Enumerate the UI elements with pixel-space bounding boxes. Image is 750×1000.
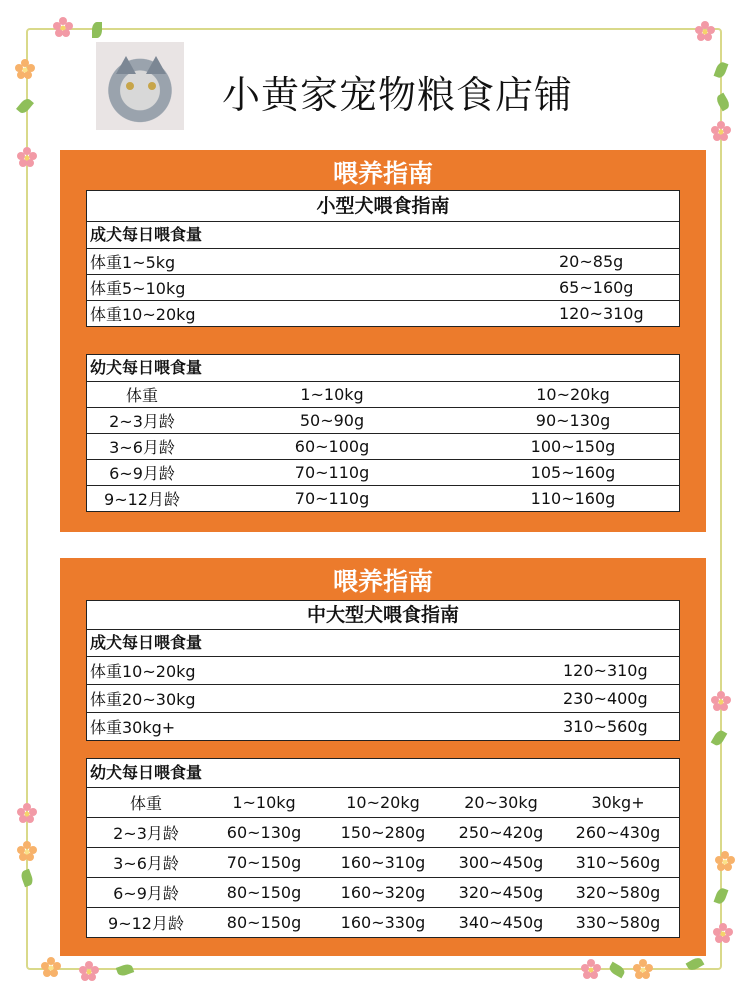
amount-cell: 65~160g [559,278,634,297]
header-cell: 30kg+ [591,793,645,812]
amount-cell: 60~130g [226,823,302,842]
table-title: 中大型犬喂食指南 [87,601,679,630]
puppy-section-label: 幼犬每日喂食量 [87,759,679,788]
flower-icon [16,840,38,862]
flower-icon [712,922,734,944]
amount-cell: 230~400g [563,689,648,708]
flower-icon [14,58,36,80]
amount-cell: 70~110g [294,463,370,482]
table-row [87,848,679,878]
amount-cell: 260~430g [575,823,661,842]
flower-icon [78,960,100,982]
amount-cell: 310~560g [575,853,661,872]
header-cell: 体重 [125,386,158,405]
table-row [87,685,679,713]
table-row [87,301,679,326]
amount-cell: 310~560g [563,717,648,736]
table-row [87,908,679,937]
adult-section-label: 成犬每日喂食量 [87,630,679,657]
amount-cell: 60~100g [294,437,370,456]
amount-cell: 90~130g [535,411,611,430]
table-row [87,249,679,275]
table-row [87,878,679,908]
header-cell: 10~20kg [536,385,610,404]
table-title: 小型犬喂食指南 [87,191,679,222]
weight-cell: 体重1~5kg [90,253,176,272]
flower-icon [580,958,602,980]
weight-cell: 体重5~10kg [90,279,186,298]
age-cell: 2~3月龄 [113,824,179,843]
age-cell: 9~12月龄 [104,490,180,509]
table-row [87,275,679,301]
amount-cell: 110~160g [530,489,616,508]
amount-cell: 50~90g [299,411,365,430]
age-cell: 6~9月龄 [113,884,179,903]
small-puppy-table [86,354,680,512]
flower-icon [16,146,38,168]
table-row [87,486,679,511]
header-cell: 1~10kg [232,793,296,812]
flower-icon [694,20,716,42]
age-cell: 9~12月龄 [108,914,184,933]
weight-cell: 体重10~20kg [90,662,196,681]
amount-cell: 250~420g [458,823,544,842]
amount-cell: 100~150g [530,437,616,456]
table-row [87,408,679,434]
amount-cell: 160~330g [340,913,426,932]
header-cell: 体重 [129,794,162,813]
amount-cell: 120~310g [563,661,648,680]
large-puppy-table [86,758,680,938]
weight-cell: 体重30kg+ [90,718,176,737]
puppy-section-label: 幼犬每日喂食量 [87,355,679,382]
weight-cell: 体重10~20kg [90,305,196,324]
amount-cell: 70~150g [226,853,302,872]
flower-icon [710,690,732,712]
flower-icon [714,850,736,872]
flower-icon [40,956,62,978]
store-avatar [96,42,184,130]
flower-icon [16,802,38,824]
amount-cell: 330~580g [575,913,661,932]
small-adult-table [86,190,680,327]
age-cell: 3~6月龄 [109,438,175,457]
amount-cell: 160~320g [340,883,426,902]
table-header-row [87,382,679,408]
table-row [87,713,679,740]
flower-icon [632,958,654,980]
amount-cell: 80~150g [226,883,302,902]
amount-cell: 150~280g [340,823,426,842]
weight-cell: 体重20~30kg [90,690,196,709]
table-row [87,460,679,486]
age-cell: 6~9月龄 [109,464,175,483]
large-adult-table [86,600,680,741]
amount-cell: 160~310g [340,853,426,872]
amount-cell: 300~450g [458,853,544,872]
amount-cell: 120~310g [559,304,644,323]
amount-cell: 320~580g [575,883,661,902]
adult-section-label: 成犬每日喂食量 [87,222,679,249]
header-cell: 20~30kg [464,793,538,812]
amount-cell: 20~85g [559,252,624,271]
table-row [87,818,679,848]
flower-icon [710,120,732,142]
table-row [87,434,679,460]
amount-cell: 105~160g [530,463,616,482]
age-cell: 3~6月龄 [113,854,179,873]
leaf-icon [92,22,102,38]
amount-cell: 70~110g [294,489,370,508]
panel-title: 喂养指南 [332,159,433,188]
store-title: 小黄家宠物粮食店铺 [222,73,574,117]
amount-cell: 320~450g [458,883,544,902]
header-cell: 10~20kg [346,793,420,812]
panel-title: 喂养指南 [332,567,433,596]
age-cell: 2~3月龄 [109,412,175,431]
table-row [87,657,679,685]
flower-icon [52,16,74,38]
amount-cell: 80~150g [226,913,302,932]
amount-cell: 340~450g [458,913,544,932]
header-cell: 1~10kg [300,385,364,404]
table-header-row [87,788,679,818]
